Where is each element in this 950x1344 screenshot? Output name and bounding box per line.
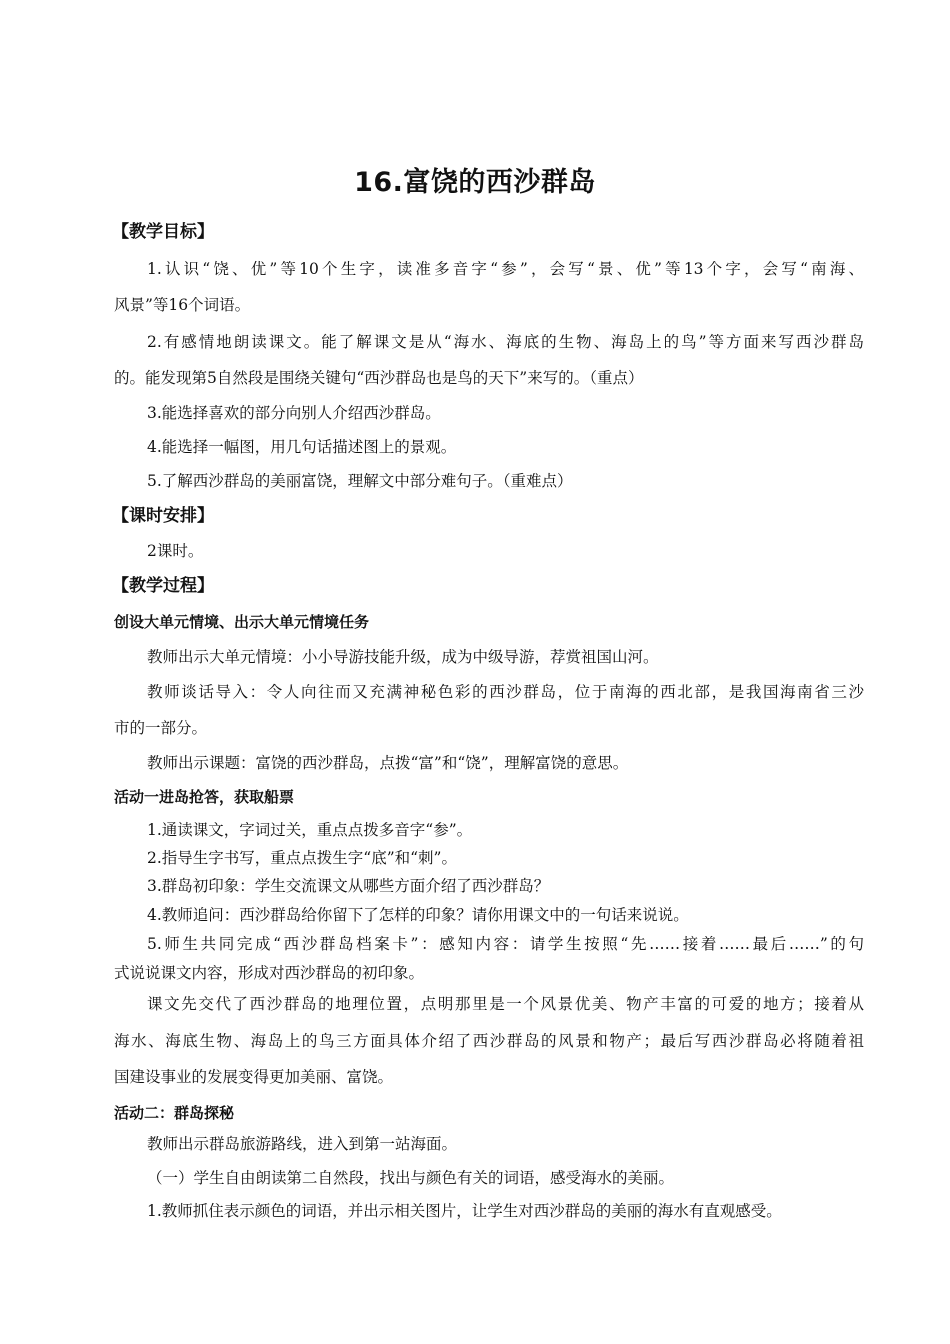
part2-item-1: 1.通读课文，字词过关，重点点拨多音字“参”。 xyxy=(147,821,473,839)
part2-summary-line-2: 海水、海底生物、海岛上的鸟三方面具体介绍了西沙群岛的风景和物产；最后写西沙群岛必将随着祖 xyxy=(114,1032,864,1050)
goal-item-3: 3.能选择喜欢的部分向别人介绍西沙群岛。 xyxy=(147,404,441,422)
section-heading-schedule: 【课时安排】 xyxy=(112,506,214,526)
part1-paragraph-2-line-1: 教师谈话导入：令人向往而又充满神秘色彩的西沙群岛，位于南海的西北部，是我国海南省三沙 xyxy=(147,683,864,701)
goal-item-1-line-1: 1.认识“饶、优”等10个生字，读准多音字“参”，会写“景、优”等13个字，会写“南海、 xyxy=(147,260,864,278)
goal-item-1-line-2: 风景”等16个词语。 xyxy=(114,296,251,314)
part3-paragraph-3: 1.教师抓住表示颜色的词语，并出示相关图片，让学生对西沙群岛的美丽的海水有直观感受。 xyxy=(147,1202,782,1220)
part1-paragraph-2-line-2: 市的一部分。 xyxy=(114,719,208,737)
part2-item-2: 2.指导生字书写，重点点拨生字“底”和“刺”。 xyxy=(147,849,457,867)
goal-item-4: 4.能选择一幅图，用几句话描述图上的景观。 xyxy=(147,438,457,456)
section-heading-goals: 【教学目标】 xyxy=(112,222,214,242)
part1-heading: 创设大单元情境、出示大单元情境任务 xyxy=(114,613,370,631)
part2-item-5-line-2: 式说说课文内容，形成对西沙群岛的初印象。 xyxy=(114,964,425,982)
part2-heading: 活动一进岛抢答，获取船票 xyxy=(114,788,295,806)
goal-item-2-line-1: 2.有感情地朗读课文。能了解课文是从“海水、海底的生物、海岛上的鸟”等方面来写西沙群岛 xyxy=(147,333,864,351)
goal-item-5: 5.了解西沙群岛的美丽富饶，理解文中部分难句子。（重难点） xyxy=(147,472,573,490)
part3-paragraph-1: 教师出示群岛旅游路线，进入到第一站海面。 xyxy=(147,1135,458,1153)
part1-paragraph-3: 教师出示课题：富饶的西沙群岛，点拨“富”和“饶”，理解富饶的意思。 xyxy=(147,754,629,772)
page-title: 16.富饶的西沙群岛 xyxy=(354,167,596,198)
part3-heading: 活动二：群岛探秘 xyxy=(114,1104,235,1122)
part1-paragraph-1: 教师出示大单元情境：小小导游技能升级，成为中级导游，荐赏祖国山河。 xyxy=(147,648,659,666)
section-heading-process: 【教学过程】 xyxy=(112,576,214,596)
goal-item-2-line-2: 的。能发现第5自然段是围绕关键句“西沙群岛也是鸟的天下”来写的。（重点） xyxy=(114,369,644,387)
part2-summary-line-3: 国建设事业的发展变得更加美丽、富饶。 xyxy=(114,1068,394,1086)
part2-item-3: 3.群岛初印象：学生交流课文从哪些方面介绍了西沙群岛？ xyxy=(147,877,550,895)
part2-summary-line-1: 课文先交代了西沙群岛的地理位置，点明那里是一个风景优美、物产丰富的可爱的地方；接着从 xyxy=(147,995,864,1013)
schedule-text: 2课时。 xyxy=(147,542,204,560)
part2-item-4: 4.教师追问：西沙群岛给你留下了怎样的印象？请你用课文中的一句话来说说。 xyxy=(147,906,689,924)
part3-paragraph-2: （一）学生自由朗读第二自然段，找出与颜色有关的词语，感受海水的美丽。 xyxy=(147,1169,675,1187)
part2-item-5-line-1: 5.师生共同完成“西沙群岛档案卡”：感知内容：请学生按照“先……接着……最后……”的句 xyxy=(147,935,864,953)
